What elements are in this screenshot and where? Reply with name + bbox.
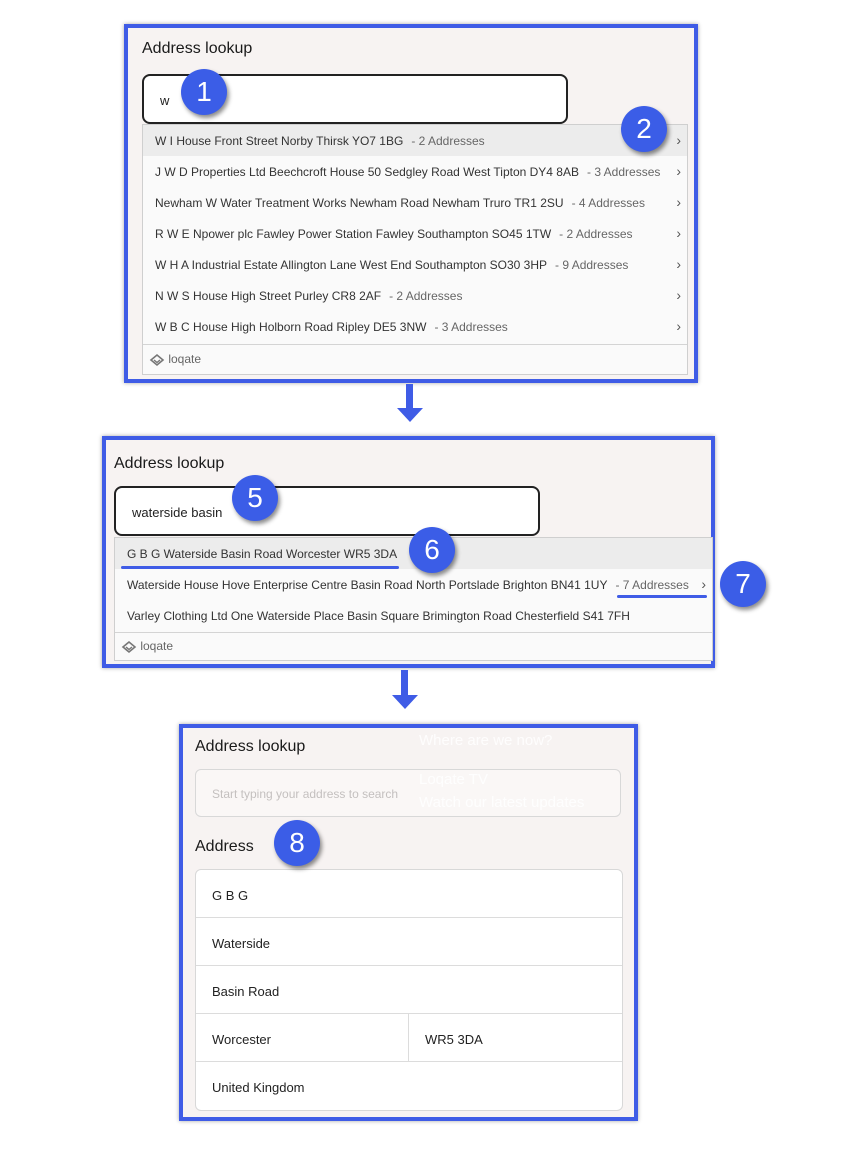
loqate-logo-icon <box>149 353 165 367</box>
search-placeholder: Start typing your address to search <box>212 787 399 801</box>
suggestion-address: W B C House High Holborn Road Ripley DE5 3NW <box>155 320 427 334</box>
suggestion-address: Varley Clothing Ltd One Waterside Place Basin Square Brimington Road Chesterfield S41 7FH <box>127 609 630 623</box>
suggestion-row[interactable] <box>143 156 687 187</box>
chevron-right-icon: › <box>676 256 681 272</box>
suggestion-count: - 4 Addresses <box>571 196 645 210</box>
address-line1-value: G B G <box>212 888 249 903</box>
suggestion-address: R W E Npower plc Fawley Power Station Fawley Southampton SO45 1TW <box>155 227 552 241</box>
city-field[interactable] <box>196 1014 409 1062</box>
address-line2-field[interactable] <box>196 918 622 966</box>
chevron-right-icon: › <box>676 225 681 241</box>
step-badge-1: 1 <box>181 69 227 115</box>
address-fields <box>195 869 623 1111</box>
suggestion-count: - 2 Addresses <box>559 227 633 241</box>
postcode-field[interactable] <box>409 1014 622 1062</box>
chevron-right-icon: › <box>676 194 681 210</box>
suggestion-address: G B G Waterside Basin Road Worcester WR5 3DA <box>127 547 398 561</box>
background-ghost-text: Where are we now? <box>419 732 553 749</box>
suggestion-count: - 9 Addresses <box>555 258 629 272</box>
suggestion-address: N W S House High Street Purley CR8 2AF <box>155 289 382 303</box>
address-line3-value: Basin Road <box>212 984 280 999</box>
address-search-input[interactable] <box>114 486 540 536</box>
suggestion-address: Newham W Water Treatment Works Newham Road Newham Truro TR1 2SU <box>155 196 564 210</box>
highlight-underline-count <box>617 595 707 598</box>
loqate-logo <box>121 639 173 654</box>
panel-title: Address lookup <box>195 738 306 755</box>
suggestion-row[interactable] <box>143 187 687 218</box>
panel-title: Address lookup <box>114 455 225 472</box>
step-badge-8: 8 <box>274 820 320 866</box>
address-line2-value: Waterside <box>212 936 271 951</box>
suggestion-row[interactable] <box>143 249 687 280</box>
brand-name: loqate <box>168 352 202 366</box>
flow-arrow-down-icon <box>397 408 423 422</box>
address-heading: Address <box>195 838 254 855</box>
step-badge-6: 6 <box>409 527 455 573</box>
flow-arrow-down-icon <box>392 695 418 709</box>
suggestion-row[interactable] <box>143 311 687 342</box>
background-ghost-text: Watch our latest updates <box>419 794 585 811</box>
search-input-value: waterside basin <box>132 505 223 520</box>
country-value: United Kingdom <box>212 1080 305 1095</box>
suggestion-address: J W D Properties Ltd Beechcroft House 50 Sedgley Road West Tipton DY4 8AB <box>155 165 579 179</box>
suggestion-count: - 7 Addresses <box>615 578 689 592</box>
suggestion-count: - 2 Addresses <box>389 289 463 303</box>
dropdown-footer-divider <box>115 632 712 633</box>
address-line1-field[interactable] <box>196 870 622 918</box>
city-value: Worcester <box>212 1032 271 1047</box>
chevron-right-icon: › <box>676 132 681 148</box>
loqate-logo <box>149 352 201 367</box>
suggestion-address: Waterside House Hove Enterprise Centre Basin Road North Portslade Brighton BN41 1UY <box>127 578 608 592</box>
step-badge-7: 7 <box>720 561 766 607</box>
suggestion-row[interactable] <box>143 280 687 311</box>
suggestion-row[interactable] <box>143 125 687 156</box>
search-input-value: w <box>160 93 170 108</box>
postcode-value: WR5 3DA <box>425 1032 483 1047</box>
brand-name: loqate <box>140 639 174 653</box>
suggestion-count: - 3 Addresses <box>587 165 661 179</box>
loqate-logo-icon <box>121 640 137 654</box>
step-badge-5: 5 <box>232 475 278 521</box>
country-field[interactable] <box>196 1062 622 1110</box>
chevron-right-icon: › <box>701 576 706 592</box>
chevron-right-icon: › <box>676 318 681 334</box>
suggestion-address: W H A Industrial Estate Allington Lane West End Southampton SO30 3HP <box>155 258 548 272</box>
address-search-input[interactable] <box>195 769 621 817</box>
suggestion-row[interactable] <box>143 218 687 249</box>
suggestion-count: - 3 Addresses <box>434 320 508 334</box>
chevron-right-icon: › <box>676 163 681 179</box>
step-badge-2: 2 <box>621 106 667 152</box>
dropdown-footer-divider <box>143 344 687 345</box>
panel-title: Address lookup <box>142 40 253 57</box>
address-line3-field[interactable] <box>196 966 622 1014</box>
flow-arrow-stem <box>401 670 408 697</box>
flow-arrow-stem <box>406 384 413 410</box>
background-ghost-text: Loqate TV <box>419 771 488 788</box>
highlight-underline-result <box>121 566 399 569</box>
suggestion-count: - 2 Addresses <box>411 134 485 148</box>
suggestion-address: W I House Front Street Norby Thirsk YO7 1BG <box>155 134 404 148</box>
suggestion-row[interactable] <box>115 600 712 631</box>
address-lookup-panel-step3 <box>179 724 638 1121</box>
address-suggestion-list <box>142 124 688 375</box>
chevron-right-icon: › <box>676 287 681 303</box>
